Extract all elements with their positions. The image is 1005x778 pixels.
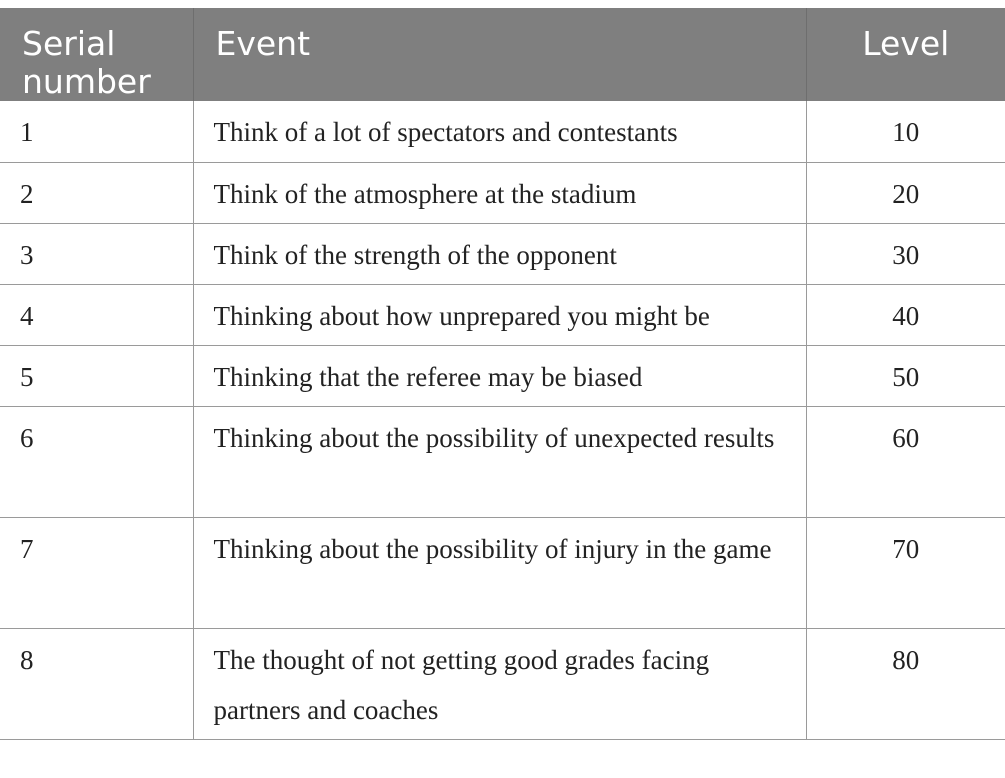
- cell-level: 20: [806, 162, 1005, 223]
- cell-level: 80: [806, 628, 1005, 739]
- cell-level: 70: [806, 517, 1005, 628]
- cell-event: Thinking about how unprepared you might be: [193, 284, 806, 345]
- cell-serial: 1: [0, 101, 193, 162]
- cell-event: Thinking that the referee may be biased: [193, 345, 806, 406]
- table-row: [0, 517, 1005, 628]
- header-row: [0, 8, 1005, 101]
- cell-event: Thinking about the possibility of injury in the game: [193, 517, 806, 628]
- table-body: [0, 101, 1005, 739]
- table-row: [0, 101, 1005, 162]
- table-row: [0, 406, 1005, 517]
- cell-level: 60: [806, 406, 1005, 517]
- table-header: [0, 8, 1005, 101]
- table-row: [0, 223, 1005, 284]
- cell-level: 30: [806, 223, 1005, 284]
- table-row: [0, 162, 1005, 223]
- cell-serial: 4: [0, 284, 193, 345]
- cell-level: 10: [806, 101, 1005, 162]
- cell-event: Thinking about the possibility of unexpected results: [193, 406, 806, 517]
- cell-serial: 5: [0, 345, 193, 406]
- cell-event: The thought of not getting good grades facing partners and coaches: [193, 628, 806, 739]
- cell-level: 40: [806, 284, 1005, 345]
- event-level-table: [0, 8, 1005, 740]
- cell-serial: 3: [0, 223, 193, 284]
- header-level: Level: [806, 8, 1005, 101]
- cell-serial: 2: [0, 162, 193, 223]
- header-event: Event: [193, 8, 806, 101]
- table-row: [0, 345, 1005, 406]
- cell-serial: 8: [0, 628, 193, 739]
- cell-event: Think of a lot of spectators and contestants: [193, 101, 806, 162]
- cell-serial: 7: [0, 517, 193, 628]
- cell-event: Think of the atmosphere at the stadium: [193, 162, 806, 223]
- cell-serial: 6: [0, 406, 193, 517]
- table-row: [0, 628, 1005, 739]
- header-serial-number: Serial number: [0, 8, 193, 101]
- cell-event: Think of the strength of the opponent: [193, 223, 806, 284]
- table-row: [0, 284, 1005, 345]
- cell-level: 50: [806, 345, 1005, 406]
